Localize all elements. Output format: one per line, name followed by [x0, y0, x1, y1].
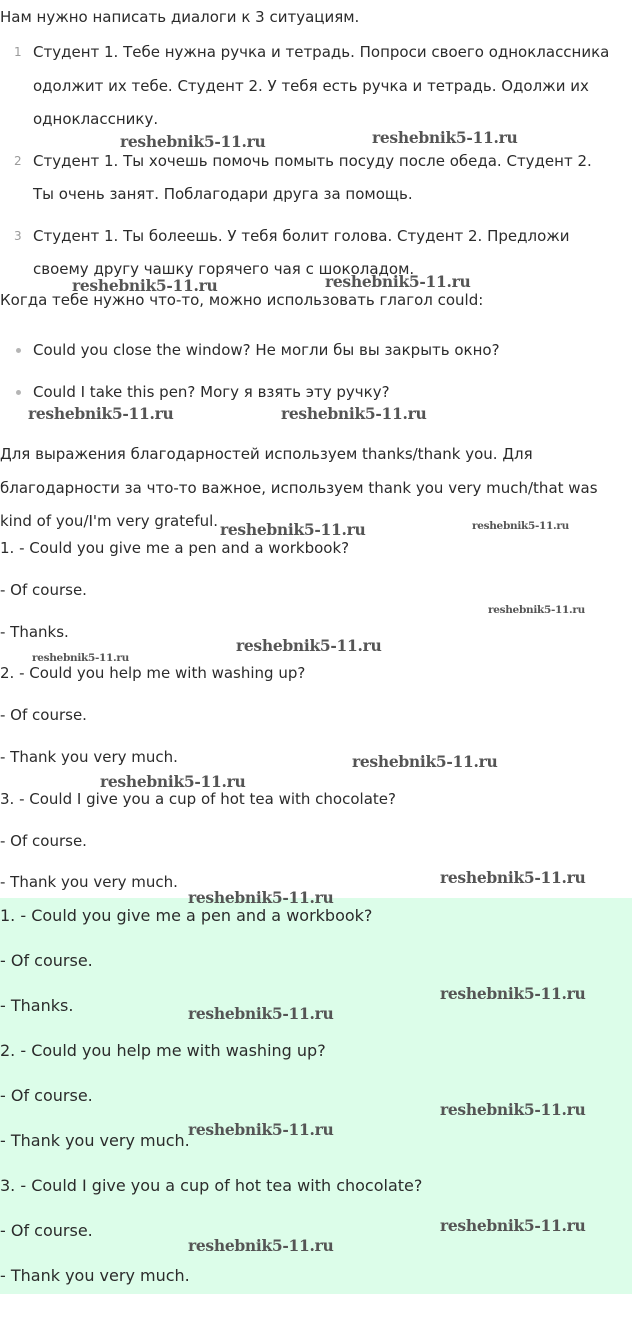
watermark: reshebnik5-11.ru [440, 868, 586, 887]
task-number: 2 [14, 153, 22, 168]
answer-line: - Of course. [0, 580, 87, 599]
answer-box-line: 3. - Could I give you a cup of hot tea with chocolate? [0, 1176, 423, 1195]
watermark: reshebnik5-11.ru [220, 520, 366, 539]
answer-line: 2. - Could you help me with washing up? [0, 664, 306, 683]
task-number: 1 [14, 45, 22, 59]
watermark: reshebnik5-11.ru [352, 752, 498, 771]
task-item [0, 145, 616, 212]
answer-line: - Of course. [0, 706, 87, 725]
bullet-icon [16, 348, 21, 353]
answer-line: - Thanks. [0, 622, 69, 641]
watermark: reshebnik5-11.ru [32, 652, 129, 664]
answer-box-line: - Of course. [0, 1221, 93, 1240]
answer-box-line: - Thank you very much. [0, 1131, 190, 1150]
watermark: reshebnik5-11.ru [188, 1004, 334, 1023]
answer-box-line: 2. - Could you help me with washing up? [0, 1041, 326, 1060]
intro-text: Нам нужно написать диалоги к 3 ситуациям. [0, 8, 360, 26]
watermark: reshebnik5-11.ru [488, 604, 585, 616]
example-text: Could I take this pen? Могу я взять эту ручку? [33, 383, 390, 401]
example-item [0, 379, 500, 405]
answer-box-line: 1. - Could you give me a pen and a workbook? [0, 906, 373, 925]
answer-box-line: - Of course. [0, 1086, 93, 1105]
watermark: reshebnik5-11.ru [325, 272, 471, 291]
watermark: reshebnik5-11.ru [281, 404, 427, 423]
answer-line: 3. - Could I give you a cup of hot tea with chocolate? [0, 789, 396, 808]
example-item [0, 337, 500, 363]
answer-line: - Thank you very much. [0, 873, 178, 892]
watermark: reshebnik5-11.ru [440, 1216, 586, 1235]
task-text: Студент 1. Ты болеешь. У тебя болит голова. Студент 2. Предложи своему другу чашку горячего чая с шоколадом. [33, 226, 570, 278]
watermark: reshebnik5-11.ru [236, 636, 382, 655]
watermark: reshebnik5-11.ru [188, 888, 334, 907]
answer-line: - Of course. [0, 831, 87, 850]
answer-line: - Thank you very much. [0, 747, 178, 766]
watermark: reshebnik5-11.ru [188, 1236, 334, 1255]
grammar-note: Когда тебе нужно что-то, можно использовать глагол could: [0, 291, 484, 309]
watermark: reshebnik5-11.ru [372, 128, 518, 147]
watermark: reshebnik5-11.ru [188, 1120, 334, 1139]
watermark: reshebnik5-11.ru [28, 404, 174, 423]
task-item [0, 36, 616, 137]
thanks-note: Для выражения благодарностей используем thanks/thank you. Для благодарности за что-то важное, используем thank you very much/that was kind of you/I'm very grateful. [0, 445, 598, 530]
example-text: Could you close the window? Не могли бы вы закрыть окно? [33, 341, 500, 359]
watermark: reshebnik5-11.ru [440, 984, 586, 1003]
task-text: Студент 1. Ты хочешь помочь помыть посуду после обеда. Студент 2. Ты очень занят. Поблагодари друга за помощь. [33, 151, 592, 203]
watermark: reshebnik5-11.ru [72, 276, 218, 295]
watermark: reshebnik5-11.ru [120, 132, 266, 151]
watermark: reshebnik5-11.ru [472, 520, 569, 532]
answer-lines [0, 537, 396, 913]
task-text: Студент 1. Тебе нужна ручка и тетрадь. Попроси своего одноклассника одолжит их тебе. Студент 2. У тебя есть ручка и тетрадь. Одолжи их однокласснику. [33, 43, 610, 128]
watermark: reshebnik5-11.ru [100, 772, 246, 791]
task-number: 3 [14, 228, 22, 243]
answer-box-line: - Thank you very much. [0, 1266, 190, 1285]
task-list [0, 36, 616, 295]
watermark: reshebnik5-11.ru [440, 1100, 586, 1119]
answer-box-line: - Thanks. [0, 996, 74, 1015]
answer-line: 1. - Could you give me a pen and a workbook? [0, 539, 350, 557]
answer-box-line: - Of course. [0, 951, 93, 970]
bullet-icon [16, 390, 21, 395]
